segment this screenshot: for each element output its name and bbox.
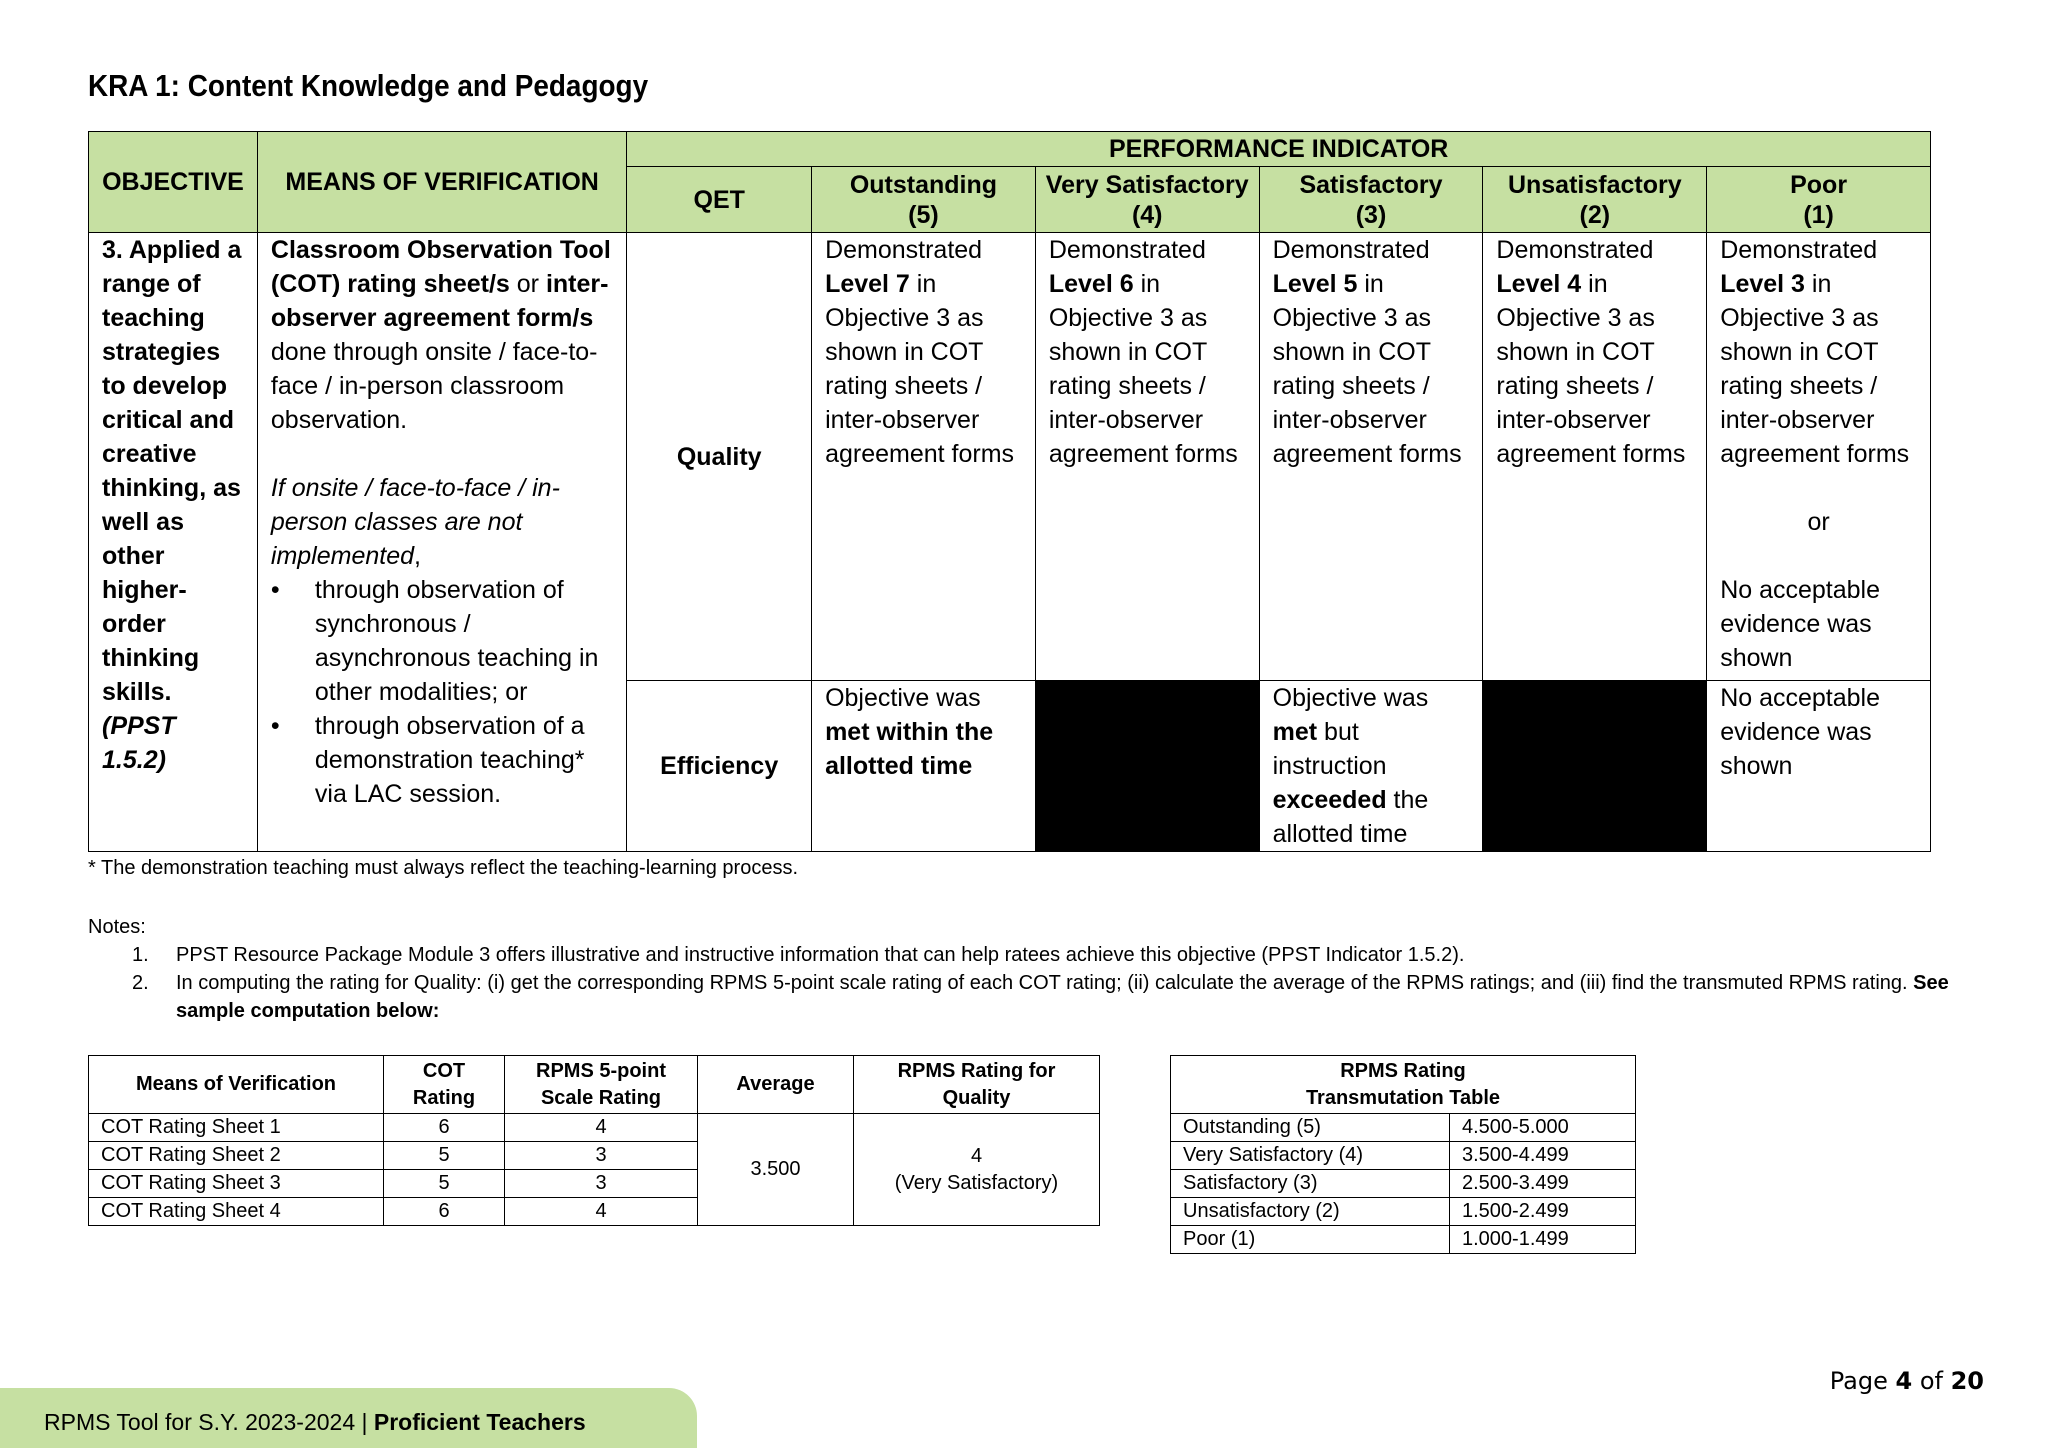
comp-rating: 4 (Very Satisfactory) [854,1114,1100,1226]
efficiency-poor: No acceptable evidence was shown [1707,681,1931,852]
comp-cell: 6 [384,1114,505,1142]
comp-header: Average [698,1056,854,1114]
means-header: MEANS OF VERIFICATION [257,132,626,233]
level-header-very-satisfactory: Very Satisfactory (4) [1035,167,1259,233]
trans-cell: 2.500-3.499 [1450,1170,1636,1198]
trans-cell: Satisfactory (3) [1171,1170,1450,1198]
transmutation-table [1170,1055,1636,1254]
trans-cell: 4.500-5.000 [1450,1114,1636,1142]
level-header-poor: Poor (1) [1707,167,1931,233]
level-header-unsatisfactory: Unsatisfactory (2) [1483,167,1707,233]
quality-label: Quality [627,233,812,681]
comp-header: Means of Verification [89,1056,384,1114]
level-header-satisfactory: Satisfactory (3) [1259,167,1483,233]
efficiency-label: Efficiency [627,681,812,852]
objective-cell: 3. Applied a range of teaching strategies to develop critical and creative thinking, as well as other higher-order thinking skills. (PPST 1.5.2) [89,233,258,852]
comp-cell: 3 [505,1142,698,1170]
efficiency-unsatisfactory-blank [1483,681,1707,852]
comp-cell: 3 [505,1170,698,1198]
efficiency-satisfactory: Objective was met but instruction exceeded the allotted time [1259,681,1483,852]
level-header-outstanding: Outstanding (5) [812,167,1036,233]
comp-cell: COT Rating Sheet 4 [89,1198,384,1226]
transmutation-title: RPMS Rating Transmutation Table [1171,1056,1636,1114]
means-cell: Classroom Observation Tool (COT) rating sheet/s or inter-observer agreement form/s done through onsite / face-to-face / in-person classroom observation. If onsite / face-to-face / in-person classes are not implemented, • through observation of synchronous / asynchronous teaching in other modalities; or • through observation of a demonstration teaching* via LAC session. [257,233,626,852]
comp-cell: COT Rating Sheet 1 [89,1114,384,1142]
comp-cell: COT Rating Sheet 2 [89,1142,384,1170]
comp-cell: 5 [384,1170,505,1198]
notes-title: Notes: [88,916,146,938]
comp-cell: 4 [505,1198,698,1226]
trans-cell: Very Satisfactory (4) [1171,1142,1450,1170]
comp-header: RPMS 5-point Scale Rating [505,1056,698,1114]
kra-title: KRA 1: Content Knowledge and Pedagogy [88,68,649,103]
efficiency-outstanding: Objective was met within the allotted time [812,681,1036,852]
trans-cell: Outstanding (5) [1171,1114,1450,1142]
comp-header: RPMS Rating for Quality [854,1056,1100,1114]
comp-cell: COT Rating Sheet 3 [89,1170,384,1198]
footer-text: RPMS Tool for S.Y. 2023-2024 | Proficient Teachers [44,1409,586,1435]
quality-poor: Demonstrated Level 3 in Objective 3 as shown in COT rating sheets / inter-observer agreement forms or No acceptable evidence was shown [1707,233,1931,681]
comp-average: 3.500 [698,1114,854,1226]
quality-unsatisfactory: Demonstrated Level 4 in Objective 3 as shown in COT rating sheets / inter-observer agreement forms [1483,233,1707,681]
qet-header: QET [627,167,812,233]
notes [88,913,1988,1025]
comp-cell: 6 [384,1198,505,1226]
trans-cell: Unsatisfactory (2) [1171,1198,1450,1226]
sample-computation-table [88,1055,1100,1226]
trans-cell: 1.000-1.499 [1450,1226,1636,1254]
comp-header: COT Rating [384,1056,505,1114]
trans-cell: 1.500-2.499 [1450,1198,1636,1226]
performance-indicator-header: PERFORMANCE INDICATOR [627,132,1931,167]
quality-very-satisfactory: Demonstrated Level 6 in Objective 3 as shown in COT rating sheets / inter-observer agreement forms [1035,233,1259,681]
performance-table [88,131,1931,852]
comp-cell: 4 [505,1114,698,1142]
footnote: * The demonstration teaching must always reflect the teaching-learning process. [88,857,799,879]
note-item: 1. PPST Resource Package Module 3 offers illustrative and instructive information that can help ratees achieve this objective (PPST Indicator 1.5.2). [132,944,1465,966]
quality-satisfactory: Demonstrated Level 5 in Objective 3 as shown in COT rating sheets / inter-observer agreement forms [1259,233,1483,681]
trans-cell: Poor (1) [1171,1226,1450,1254]
quality-outstanding: Demonstrated Level 7 in Objective 3 as shown in COT rating sheets / inter-observer agreement forms [812,233,1036,681]
means-bullet: • through observation of synchronous / asynchronous teaching in other modalities; or [271,573,613,709]
page-number: Page 4 of 20 [1829,1367,1984,1395]
efficiency-very-satisfactory-blank [1035,681,1259,852]
note-item: 2. In computing the rating for Quality: (i) get the corresponding RPMS 5-point scale rating of each COT rating; (ii) calculate the average of the RPMS ratings; and (iii) find the transmuted RPMS rating. See sample computation below: [132,972,1949,1022]
means-bullet: • through observation of a demonstration teaching* via LAC session. [271,709,613,811]
trans-cell: 3.500-4.499 [1450,1142,1636,1170]
comp-cell: 5 [384,1142,505,1170]
objective-header: OBJECTIVE [89,132,258,233]
